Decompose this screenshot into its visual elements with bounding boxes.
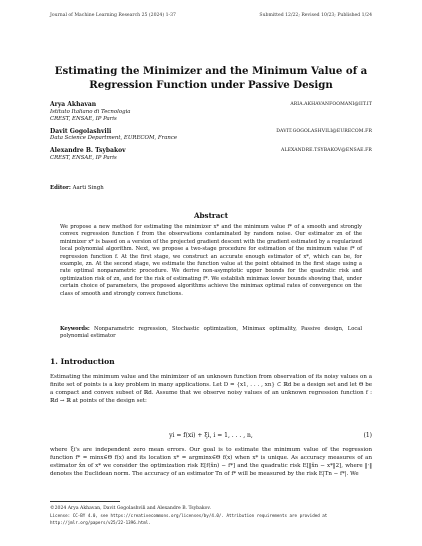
- author-affiliation: Istituto Italiano di Tecnologia: [50, 108, 131, 115]
- keywords-label: Keywords:: [60, 326, 90, 332]
- journal-citation: Journal of Machine Learning Research 25 (2024) 1-37: [50, 13, 176, 18]
- running-header: [50, 13, 372, 18]
- editor-name: Aarti Singh: [72, 185, 104, 191]
- author-affiliation: CREST, ENSAE, IP Paris: [50, 154, 117, 161]
- footnote-rule: [50, 501, 120, 502]
- footer: [50, 505, 372, 526]
- author-email[interactable]: ALEXANDRE.TSYBAKOV@ENSAE.FR: [281, 147, 372, 153]
- keywords: [60, 326, 362, 341]
- abstract-text: We propose a new method for estimating the minimizer x* and the minimum value f* of a smooth and strongly convex regression function f from the observations contaminated by random noise. Our estimator zn of the minimizer x* is based on a version of the projected gradient descent with the gradient estimated by a regularized local polynomial algorithm. Next, we propose a two-stage procedure for estimation of the minimum value f* of regression function f. At the first stage, we construct an accurate enough estimator of x*, which can be, for example, zn. At the second stage, we estimate the function value at the point obtained in the first stage using a rate optimal nonparametric procedure. We derive non-asymptotic upper bounds for the quadratic risk and optimization risk of zn, and for the risk of estimating f*. We establish minimax lower bounds showing that, under certain choice of parameters, the proposed algorithms achieve the minimax optimal rates of convergence on the class of smooth and strongly convex functions.: [60, 224, 362, 297]
- author-name: Arya Akhavan: [50, 101, 97, 108]
- intro-paragraph-1: Estimating the minimum value and the minimizer of an unknown function from observation of its noisy values on a finite set of points is a key problem in many applications. Let D = {x1, . . . , xn} ⊂ ℝd be a design set and let Θ be a compact and convex subset of ℝd. Assume that we observe noisy values of an unknown regression function f : ℝd → ℝ at points of the design set:: [50, 374, 372, 404]
- title-line-1: Estimating the Minimizer and the Minimum Value of a: [54, 65, 368, 77]
- title-line-2: Regression Function under Passive Design: [89, 79, 333, 91]
- author-name: Davit Gogolashvili: [50, 127, 112, 135]
- abstract-heading: Abstract: [193, 211, 229, 220]
- author-entry: [50, 147, 372, 162]
- paper-title: [50, 64, 372, 92]
- section-heading: 1. Introduction: [50, 357, 115, 366]
- license-notice: License: CC-BY 4.0, see https://creativecommons.org/licenses/by/4.0/. Attribution requirements are provided at http://jmlr.org/papers/v25/22-1396.html.: [50, 513, 328, 525]
- copyright-notice: ©2024 Arya Akhavan, Davit Gogolashvili and Alexandre B. Tsybakov.: [50, 506, 211, 511]
- submission-dates: Submitted 12/22; Revised 10/23; Published 1/24: [259, 13, 372, 18]
- author-affiliation: CREST, ENSAE, IP Paris: [50, 116, 117, 123]
- equation-text: yi = f(xi) + ξi, i = 1, . . . , n,: [169, 432, 253, 439]
- author-block: [50, 101, 372, 166]
- editor-label: Editor:: [50, 185, 71, 191]
- equation-number: (1): [363, 432, 372, 439]
- author-name: Alexandre B. Tsybakov: [50, 146, 126, 154]
- keywords-text: Nonparametric regression, Stochastic optimization, Minimax optimality, Passive design, Local polynomial estimator: [60, 326, 362, 340]
- author-entry: [50, 128, 372, 143]
- editor-line: [50, 185, 104, 191]
- intro-paragraph-2: where ξi's are independent zero mean errors. Our goal is to estimate the minimum value of the regression function f* = minx∈Θ f(x) and its location x* = argminx∈Θ f(x) when x* is unique. As accuracy measures of an estimator x̂n of x* we consider the optimization risk E[f(x̂n) − f*] and the quadratic risk E[‖x̂n − x*‖2], where ‖·‖ denotes the Euclidean norm. The accuracy of an estimator Tn of f* will be measured by the risk E|Tn − f*|. We: [50, 447, 372, 477]
- author-affiliation: Data Science Department, EURECOM, France: [50, 135, 178, 142]
- author-entry: [50, 101, 372, 124]
- author-email[interactable]: ARIA.AKHAVANFOOMANI@IIT.IT: [290, 102, 372, 107]
- author-email[interactable]: DAVIT.GOGOLASHVILI@EURECOM.FR: [276, 128, 372, 134]
